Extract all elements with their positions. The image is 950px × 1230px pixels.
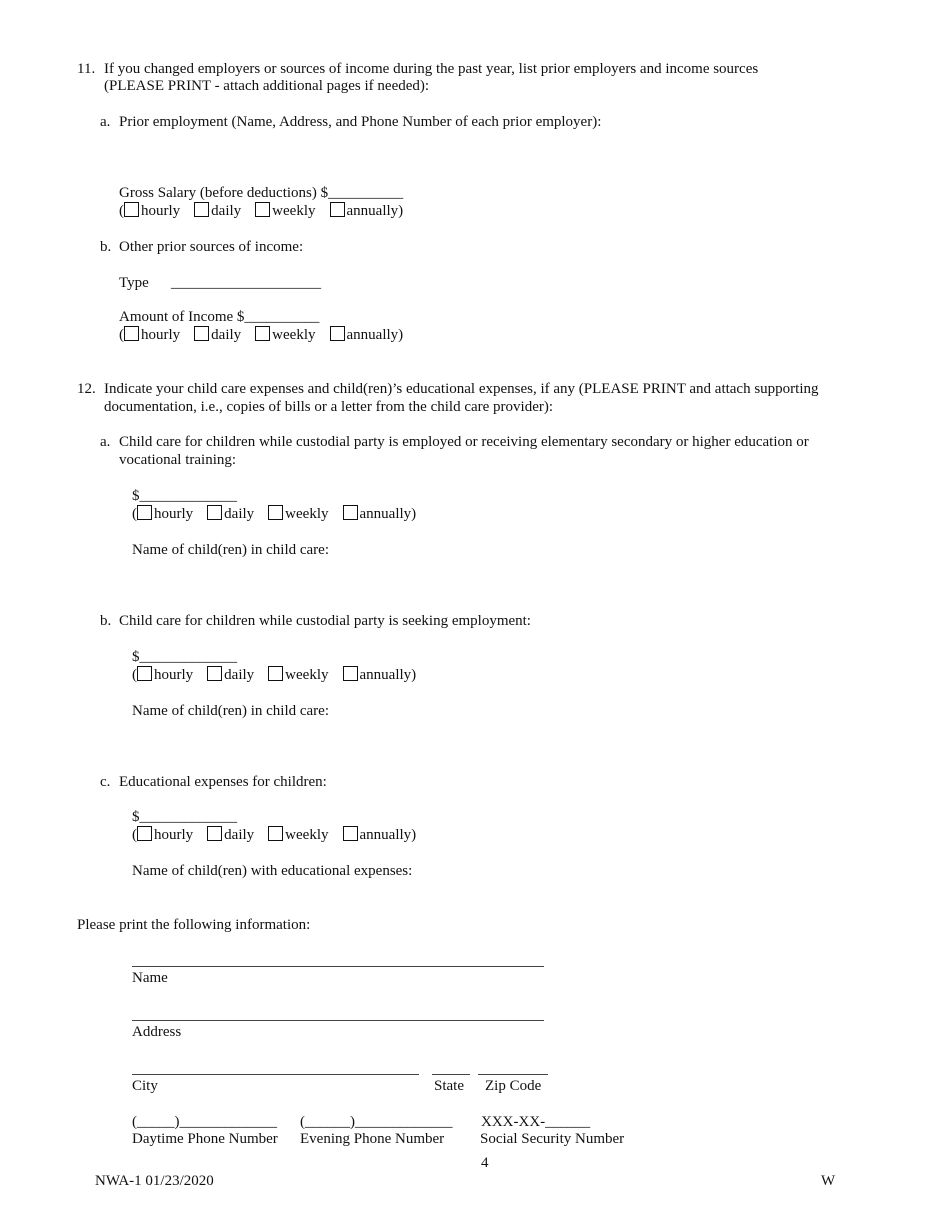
- zip-label: Zip Code: [485, 1078, 542, 1094]
- q11a-label: Prior employment (Name, Address, and Phone Number of each prior employer):: [119, 114, 602, 130]
- q12a-label-line2: vocational training:: [119, 452, 237, 468]
- q11b-type-label: Type: [119, 275, 149, 291]
- address-label: Address: [132, 1024, 182, 1040]
- annually-label: annually): [346, 327, 404, 343]
- annually-checkbox[interactable]: [343, 505, 358, 520]
- daily-checkbox[interactable]: [207, 505, 222, 520]
- q12c-amount-field[interactable]: $_____________: [132, 809, 237, 825]
- open-paren: (: [132, 506, 137, 522]
- q12c-letter: c.: [100, 774, 111, 790]
- hourly-checkbox[interactable]: [124, 202, 139, 217]
- q11b-type-field[interactable]: ____________________: [171, 275, 321, 291]
- q11-number: 11.: [77, 61, 96, 77]
- q12-text-line2: documentation, i.e., copies of bills or a letter from the child care provider):: [104, 399, 554, 415]
- weekly-checkbox[interactable]: [255, 326, 270, 341]
- q12c-label: Educational expenses for children:: [119, 774, 327, 790]
- q12b-names-label: Name of child(ren) in child care:: [132, 703, 329, 719]
- name-label: Name: [132, 970, 168, 986]
- corner-letter: W: [821, 1173, 836, 1189]
- daytime-phone-field[interactable]: (_____)_____________: [132, 1114, 277, 1130]
- q12a-amount-field[interactable]: $_____________: [132, 488, 237, 504]
- hourly-checkbox[interactable]: [137, 505, 152, 520]
- q11b-frequency-row: [119, 326, 403, 344]
- daily-checkbox[interactable]: [194, 202, 209, 217]
- weekly-checkbox[interactable]: [268, 826, 283, 841]
- open-paren: (: [119, 327, 124, 343]
- q12a-names-label: Name of child(ren) in child care:: [132, 542, 329, 558]
- q12b-label: Child care for children while custodial party is seeking employment:: [119, 613, 531, 629]
- q12a-label-line1: Child care for children while custodial party is employed or receiving elementary secondary or higher education or: [119, 434, 809, 450]
- q12-number: 12.: [77, 381, 96, 397]
- q11a-frequency-row: [119, 202, 403, 220]
- q11a-gross-salary: Gross Salary (before deductions) $__________: [119, 185, 404, 201]
- daily-checkbox[interactable]: [207, 666, 222, 681]
- annually-checkbox[interactable]: [330, 326, 345, 341]
- daily-label: daily: [224, 506, 255, 522]
- daytime-phone-label: Daytime Phone Number: [132, 1131, 278, 1147]
- hourly-label: hourly: [141, 327, 181, 343]
- zip-field-line[interactable]: [478, 1074, 548, 1075]
- page-number: 4: [481, 1155, 489, 1171]
- q12c-names-label: Name of child(ren) with educational expenses:: [132, 863, 413, 879]
- daily-label: daily: [224, 667, 255, 683]
- open-paren: (: [132, 667, 137, 683]
- annually-checkbox[interactable]: [343, 826, 358, 841]
- weekly-label: weekly: [285, 667, 329, 683]
- hourly-label: hourly: [141, 203, 181, 219]
- q12a-frequency-row: [132, 505, 416, 523]
- hourly-checkbox[interactable]: [124, 326, 139, 341]
- ssn-field[interactable]: XXX-XX-______: [481, 1114, 591, 1130]
- hourly-checkbox[interactable]: [137, 666, 152, 681]
- annually-label: annually): [359, 506, 417, 522]
- annually-checkbox[interactable]: [343, 666, 358, 681]
- address-field-line[interactable]: [132, 1020, 544, 1021]
- q11-text-line2: (PLEASE PRINT - attach additional pages if needed):: [104, 78, 430, 94]
- q12b-amount-field[interactable]: $_____________: [132, 649, 237, 665]
- weekly-checkbox[interactable]: [255, 202, 270, 217]
- state-field-line[interactable]: [432, 1074, 470, 1075]
- city-label: City: [132, 1078, 158, 1094]
- q11-text-line1: If you changed employers or sources of income during the past year, list prior employers and income sources: [104, 61, 759, 77]
- weekly-label: weekly: [272, 203, 316, 219]
- q12a-letter: a.: [100, 434, 111, 450]
- info-intro: Please print the following information:: [77, 917, 311, 933]
- annually-label: annually): [346, 203, 404, 219]
- daily-label: daily: [224, 827, 255, 843]
- state-label: State: [434, 1078, 464, 1094]
- hourly-label: hourly: [154, 827, 194, 843]
- daily-label: daily: [211, 203, 242, 219]
- q12b-frequency-row: [132, 666, 416, 684]
- q11b-letter: b.: [100, 239, 112, 255]
- annually-label: annually): [359, 667, 417, 683]
- weekly-label: weekly: [285, 827, 329, 843]
- evening-phone-field[interactable]: (______)_____________: [300, 1114, 453, 1130]
- q11b-label: Other prior sources of income:: [119, 239, 304, 255]
- hourly-checkbox[interactable]: [137, 826, 152, 841]
- daily-checkbox[interactable]: [194, 326, 209, 341]
- q12-text-line1: Indicate your child care expenses and child(ren)’s educational expenses, if any (PLEASE PRINT and attach supporting: [104, 381, 819, 397]
- ssn-label: Social Security Number: [480, 1131, 625, 1147]
- weekly-label: weekly: [272, 327, 316, 343]
- daily-checkbox[interactable]: [207, 826, 222, 841]
- city-field-line[interactable]: [132, 1074, 419, 1075]
- form-id: NWA-1 01/23/2020: [95, 1173, 214, 1189]
- q11a-letter: a.: [100, 114, 111, 130]
- hourly-label: hourly: [154, 667, 194, 683]
- annually-label: annually): [359, 827, 417, 843]
- q12b-letter: b.: [100, 613, 112, 629]
- evening-phone-label: Evening Phone Number: [300, 1131, 445, 1147]
- open-paren: (: [119, 203, 124, 219]
- open-paren: (: [132, 827, 137, 843]
- daily-label: daily: [211, 327, 242, 343]
- q11b-amount: Amount of Income $__________: [119, 309, 320, 325]
- hourly-label: hourly: [154, 506, 194, 522]
- name-field-line[interactable]: [132, 966, 544, 967]
- q12c-frequency-row: [132, 826, 416, 844]
- weekly-checkbox[interactable]: [268, 666, 283, 681]
- weekly-label: weekly: [285, 506, 329, 522]
- annually-checkbox[interactable]: [330, 202, 345, 217]
- weekly-checkbox[interactable]: [268, 505, 283, 520]
